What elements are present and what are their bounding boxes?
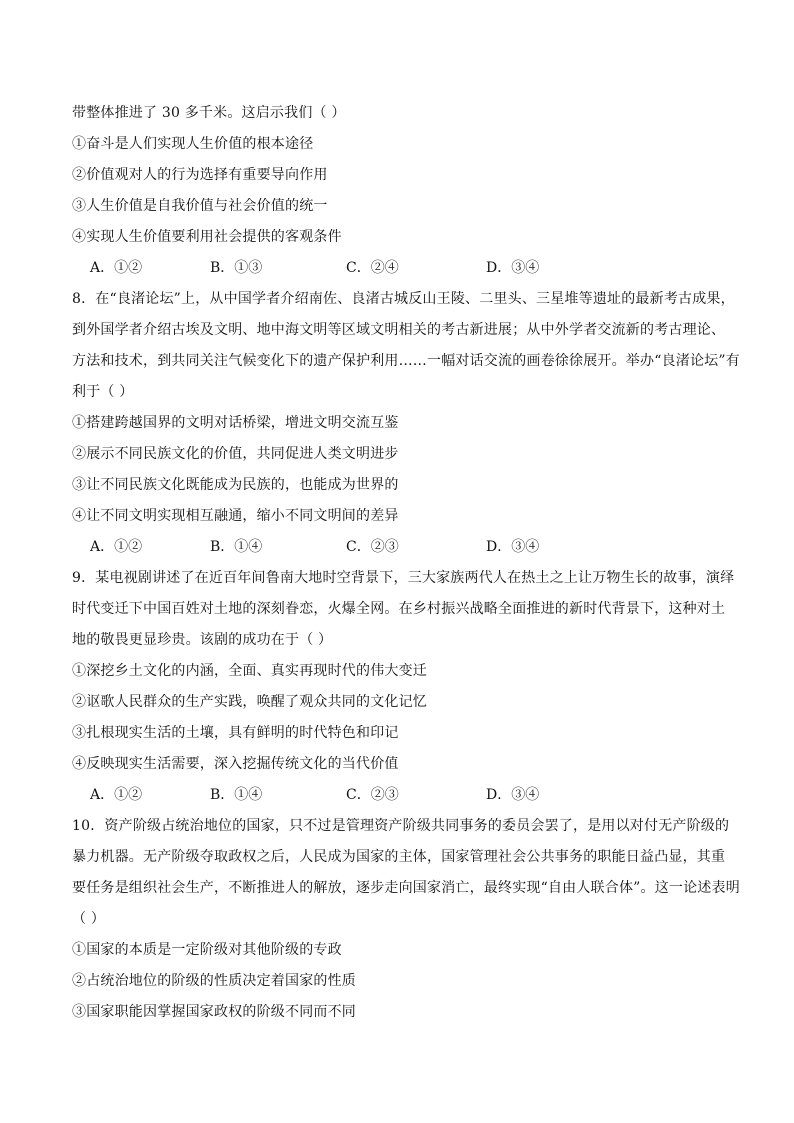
statement-item: ②展示不同民族文化的价值，共同促进人类文明进步 xyxy=(72,446,399,462)
question-stem-line: 时代变迁下中国百姓对土地的深刻眷恋，火爆全网。在乡村振兴战略全面推进的新时代背景下，这种对土 xyxy=(72,601,726,617)
option-b: B．①④ xyxy=(210,539,263,555)
question-stem-line: 带整体推进了 30 多千米。这启示我们（ ） xyxy=(72,105,346,121)
question-stem-line: 要任务是组织社会生产，不断推进人的解放，逐步走向国家消亡，最终实现“自由人联合体”。这一论述表明 xyxy=(72,880,740,896)
statement-item: ②讴歌人民群众的生产实践，唤醒了观众共同的文化记忆 xyxy=(72,694,427,710)
option-d: D．③④ xyxy=(486,787,540,803)
question-9 xyxy=(72,563,735,811)
statement-item: ①搭建跨越国界的文明对话桥梁，增进文明交流互鉴 xyxy=(72,415,399,431)
option-d: D．③④ xyxy=(486,539,540,555)
statement-item: ③人生价值是自我价值与社会价值的统一 xyxy=(72,198,328,214)
question-stem-line: 到外国学者介绍古埃及文明、地中海文明等区域文明相关的考古新进展；从中外学者交流新的考古理论、 xyxy=(72,322,726,338)
exam-page xyxy=(72,98,740,1028)
statement-item: ④反映现实生活需要，深入挖掘传统文化的当代价值 xyxy=(72,756,399,772)
question-stem-line: 10．资产阶级占统治地位的国家，只不过是管理资产阶级共同事务的委员会罢了，是用以对付无产阶级的 xyxy=(72,818,730,834)
answer-options xyxy=(72,780,732,811)
question-10 xyxy=(72,811,740,1028)
statement-item: ④让不同文明实现相互融通，缩小不同文明间的差异 xyxy=(72,508,399,524)
question-8 xyxy=(72,284,740,563)
option-c: C．②③ xyxy=(346,787,399,803)
statement-item: ①深挖乡土文化的内涵，全面、真实再现时代的伟大变迁 xyxy=(72,663,427,679)
statement-item: ②价值观对人的行为选择有重要导向作用 xyxy=(72,167,328,183)
question-stem-line: 地的敬畏更显珍贵。该剧的成功在于（ ） xyxy=(72,632,333,648)
option-b: B．①④ xyxy=(210,787,263,803)
statement-item: ④实现人生价值要利用社会提供的客观条件 xyxy=(72,229,342,245)
question-stem-line: 方法和技术，到共同关注气候变化下的遗产保护利用……一幅对话交流的画卷徐徐展开。举办“良渚论坛”有 xyxy=(72,353,740,369)
option-a: A．①② xyxy=(90,539,143,555)
statement-item: ①国家的本质是一定阶级对其他阶级的专政 xyxy=(72,942,342,958)
statement-item: ③扎根现实生活的土壤，具有鲜明的时代特色和印记 xyxy=(72,725,399,741)
option-a: A．①② xyxy=(90,260,143,276)
question-stem-line: 8．在“良渚论坛”上，从中国学者介绍南佐、良渚古城反山王陵、二里头、三星堆等遗址的最新考古成果， xyxy=(72,291,735,307)
question-7 xyxy=(72,98,732,284)
question-stem-line: （ ） xyxy=(72,911,106,927)
question-stem-line: 利于（ ） xyxy=(72,384,134,400)
statement-item: ①奋斗是人们实现人生价值的根本途径 xyxy=(72,136,314,152)
statement-item: ③让不同民族文化既能成为民族的，也能成为世界的 xyxy=(72,477,399,493)
question-stem-line: 9．某电视剧讲述了在近百年间鲁南大地时空背景下，三大家族两代人在热土之上让万物生长的故事，演绎 xyxy=(72,570,735,586)
statement-item: ③国家职能因掌握国家政权的阶级不同而不同 xyxy=(72,1004,356,1020)
answer-options xyxy=(72,532,732,563)
answer-options xyxy=(72,253,732,284)
option-c: C．②④ xyxy=(346,260,399,276)
option-a: A．①② xyxy=(90,787,143,803)
option-b: B．①③ xyxy=(210,260,263,276)
statement-item: ②占统治地位的阶级的性质决定着国家的性质 xyxy=(72,973,356,989)
option-d: D．③④ xyxy=(486,260,540,276)
option-c: C．②③ xyxy=(346,539,399,555)
question-stem-line: 暴力机器。无产阶级夺取政权之后，人民成为国家的主体，国家管理社会公共事务的职能日益凸显，其重 xyxy=(72,849,726,865)
